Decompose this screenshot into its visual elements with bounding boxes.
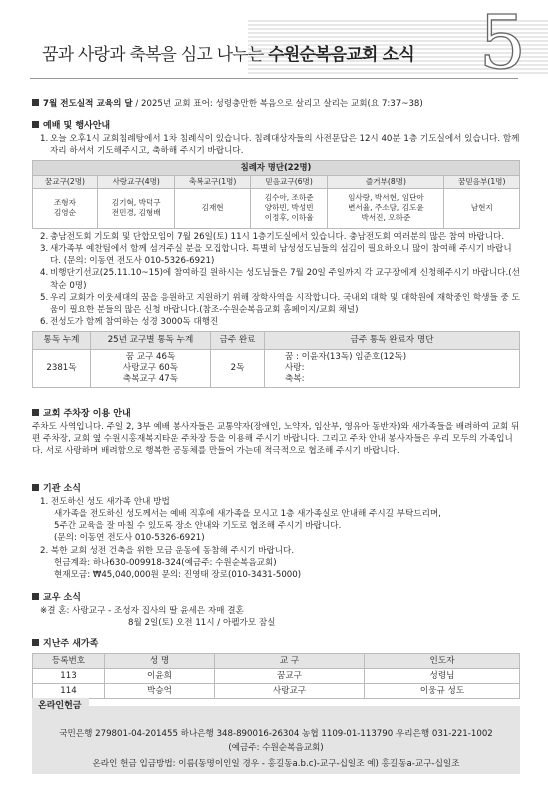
bible-col-header: 금주 통독 완료자 명단 — [265, 332, 520, 349]
account-holder: (예금주: 수원순복음교회) — [228, 743, 324, 753]
baptism-col-header: 믿음교구(6명) — [250, 175, 327, 188]
deposit-method: 온라인 헌금 입금방법: 이름(동명이인일 경우 - 홍길동a.b.c)-교구-십일조 예) 홍길동a-교구-십일조 — [92, 759, 460, 769]
title-tagline: 꿈과 사랑과 축복을 심고 나누는 — [42, 45, 264, 65]
section-heading: 지난주 새가족 — [32, 638, 520, 651]
square-bullet-icon — [32, 409, 39, 416]
bible-district-totals: 꿈 교구 46독 사랑교구 60독 축복교구 47독 — [91, 349, 211, 388]
baptism-col-header: 즐거부(8명) — [328, 175, 444, 188]
section-heading: 기관 소식 — [32, 483, 520, 496]
new-family-col-header: 인도자 — [365, 653, 520, 668]
institution-line: 새가족을 전도하신 성도께서는 예배 직후에 새가족을 모시고 1층 새가족실로 안내해 주시길 부탁드리며, — [54, 508, 441, 519]
baptism-cell: 김재현 — [175, 188, 250, 228]
baptism-caption: 침례자 명단(22명) — [33, 161, 520, 175]
baptism-cell: 조형자 김영순 — [33, 188, 98, 228]
bible-reading-table — [32, 331, 520, 388]
page-number: 5 — [478, 0, 526, 86]
worship-section — [32, 120, 520, 388]
title-church-news: 수원순복음교회 소식 — [268, 45, 414, 65]
wedding-line: ※결 혼: 사랑교구 - 조성자 집사의 딸 윤세은 자매 결혼 — [40, 605, 244, 616]
institution-line: (문의: 이동연 전도사 010-5326-6921) — [54, 533, 205, 544]
notice-item: 6. 전성도가 함께 참여하는 성경 3000독 대행진 — [40, 317, 219, 328]
bible-col-header: 금주 완료 — [211, 332, 265, 349]
institution-item-title: 2. 북한 교회 성전 건축을 위한 모금 운동에 동참해 주시기 바랍니다. — [40, 545, 295, 556]
education-month-line — [32, 98, 520, 110]
notice-item: 5. 우리 교회가 이웃세대의 꿈을 응원하고 지원하기 위해 장학사역을 시작합니다. 국내외 대학 및 대학원에 재학중인 학생들 중 도움이 필요한 분들의 많은 신청 바랍니다.(참조-수원순복음교회 홈페이지/교회 채널) — [40, 292, 520, 315]
notice-item: 2. 충남전도회 기도회 및 단합모임이 7월 26일(토) 11시 1층기도실에서 있습니다. 충남전도회 여러분의 많은 참여 바랍니다. — [40, 231, 505, 242]
new-family-section — [32, 638, 520, 699]
institution-line: 현재모금: ₩45,040,000원 문의: 진영태 장로(010-3431-5000) — [54, 569, 302, 580]
section-heading: 교우 소식 — [32, 592, 520, 605]
baptism-col-header: 꿈믿음부(1명) — [444, 175, 520, 188]
baptism-col-header: 사랑교구(4명) — [97, 175, 174, 188]
square-bullet-icon — [32, 593, 39, 600]
baptism-col-header: 축복교구(1명) — [175, 175, 250, 188]
baptism-cell: 남현지 — [444, 188, 520, 228]
online-offering-box — [32, 701, 520, 774]
baptism-table — [32, 160, 520, 229]
baptism-cell: 임사랑, 박서현, 임단아 변서율, 주소담, 김도윤 박서진, 오하준 — [328, 188, 444, 228]
notice-item: 3. 새가족부 예찬팀에서 함께 섬겨주실 분을 모집합니다. 특별히 남성성도님들의 섬김이 필요하오니 많이 참여해 주시기 바랍니다. (문의: 이동연 전도사 010-5326-6921) — [40, 243, 512, 267]
new-family-col-header: 성 명 — [105, 653, 215, 668]
baptism-cell: 김수아, 조하준 양하빈, 박성빈 이정후, 이하율 — [250, 188, 327, 228]
bible-col-header: 25년 교구별 통독 누계 — [91, 332, 211, 349]
new-family-table — [32, 653, 520, 700]
page-title — [42, 43, 414, 67]
table-row: 114 박승억 사랑교구 이웅규 성도 — [33, 684, 520, 699]
new-family-col-header: 교 구 — [215, 653, 365, 668]
institution-item-title: 1. 전도하신 성도 새가족 안내 방법 — [40, 496, 170, 507]
wedding-date-line: 8월 2일(토) 오전 11시 / 아펠가모 잠실 — [128, 617, 276, 628]
newsletter-header — [0, 0, 548, 84]
section-heading: 예배 및 행사안내 — [32, 120, 520, 133]
bible-total: 2381독 — [33, 349, 91, 388]
online-offering-heading: 온라인헌금 — [32, 698, 89, 713]
square-bullet-icon — [32, 99, 39, 106]
new-family-col-header: 등록번호 — [33, 653, 105, 668]
baptism-col-header: 꿈교구(2명) — [33, 175, 98, 188]
education-label: 7월 전도실적 교육의 달 — [43, 99, 133, 109]
parking-section — [32, 408, 520, 457]
header-divider — [30, 78, 518, 79]
table-row: 113 이윤희 꿈교구 성령님 — [33, 668, 520, 683]
bank-accounts: 국민은행 279801-04-201455 하나은행 348-890016-26304 농협 1109-01-113790 우리은행 031-221-1002 — [59, 729, 493, 739]
square-bullet-icon — [32, 121, 39, 128]
bible-week-done: 2독 — [211, 349, 265, 388]
section-heading: 교회 주차장 이용 안내 — [32, 408, 520, 421]
square-bullet-icon — [32, 484, 39, 491]
notice-item: 1. 오늘 오후1시 교회침례탕에서 1차 침례식이 있습니다. 침례대상자들의 사전문답은 12시 40분 1층 기도실에서 있습니다. 함께 자리 하셔서 기도해주시고, 축하해 주시기 바랍니다. — [40, 133, 520, 156]
bible-col-header: 통독 누계 — [33, 332, 91, 349]
notice-item: 4. 비행단기선교(25.11.10~15)에 참여하길 원하시는 성도님들은 7월 20일 주일까지 각 교구장에게 신청해주시기 바랍니다.(선착순 0명) — [40, 268, 520, 291]
institution-section — [32, 483, 520, 581]
members-section — [32, 592, 520, 629]
institution-line: 헌금계좌: 하나630-009918-324(예금주: 수원순복음교회) — [54, 557, 277, 568]
bible-names: 꿈 : 이윤자(13독) 임준호(12독) 사랑: 축복: — [265, 349, 520, 388]
parking-text: 주차도 사역입니다. 주일 2, 3부 예배 봉사자들은 교통약자(장애인, 노약자, 임산부, 영유아 동반자)와 새가족들을 배려하여 교회 뒤편 주차장, 교회 옆 수원시홍재복지타운 주차장 등을 이용해 주시기 바랍니다. 그리고 주차 안내 봉사자들은 우리 모두의 가족입니다. 서로 사랑하며 배려함으로 행복한 공동체를 만들어 가는데 적극적으로 협조해 주시기 바랍니다. — [32, 421, 520, 457]
square-bullet-icon — [32, 639, 39, 646]
education-motto: / 2025년 교회 표어: 성령충만한 복음으로 살리고 살리는 교회(요 7:37~38) — [132, 99, 423, 109]
institution-line: 5주간 교육을 잘 마칠 수 있도록 장소 안내와 기도로 협조해 주시기 바랍니다. — [54, 521, 342, 532]
baptism-cell: 김기혁, 박덕구 전민경, 김형배 — [97, 188, 174, 228]
